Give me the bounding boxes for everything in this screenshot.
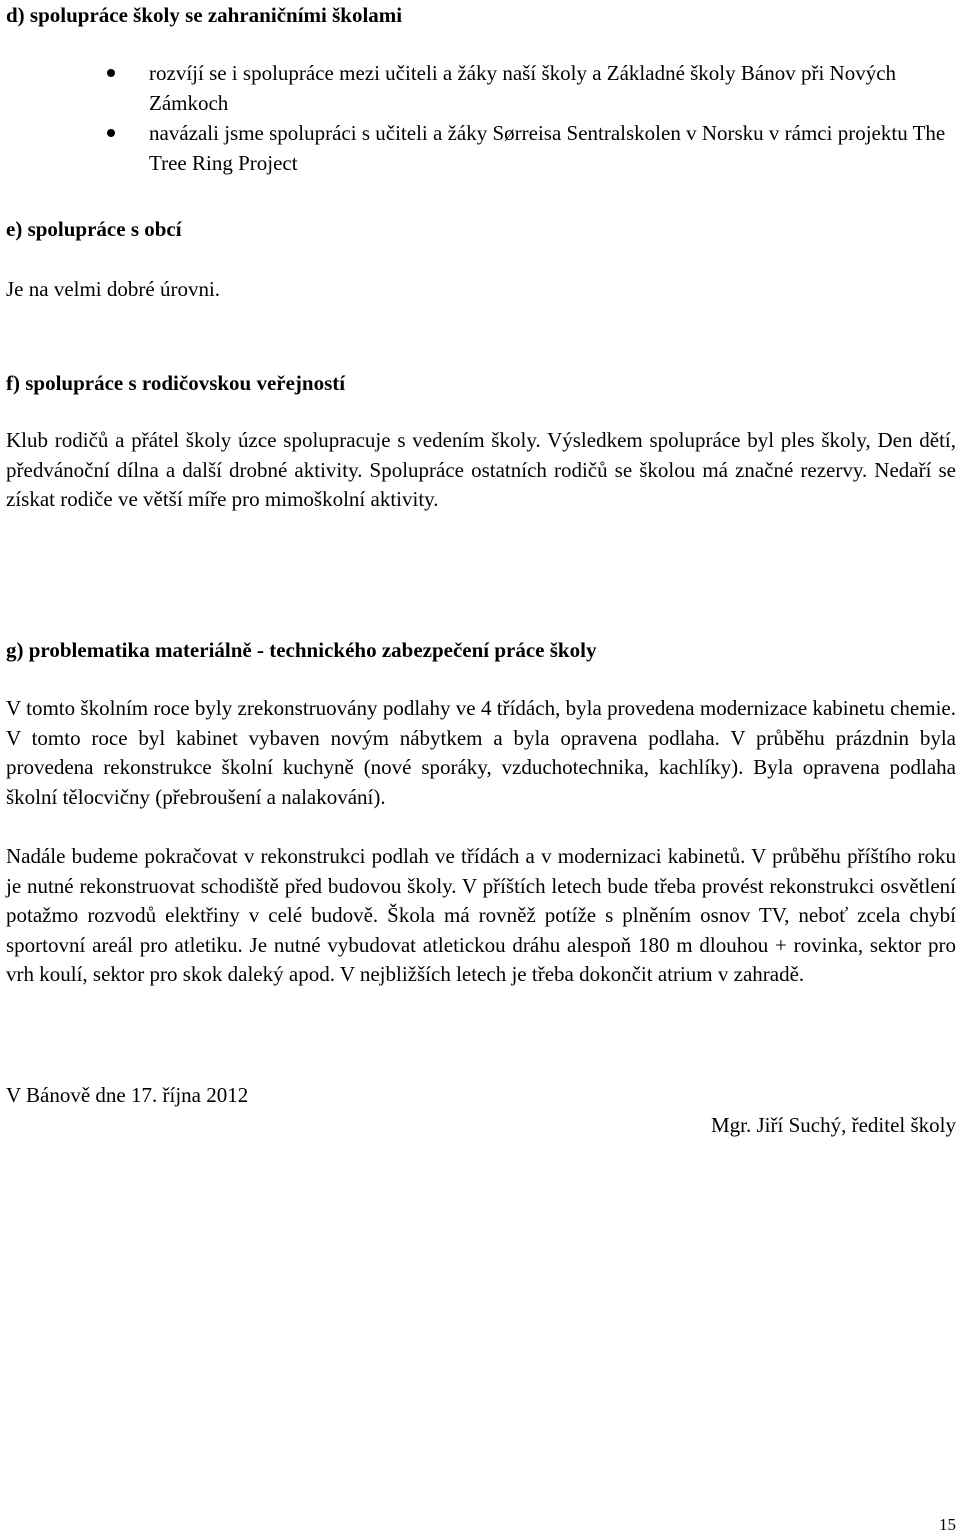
section-d-heading: d) spolupráce školy se zahraničními školami <box>6 3 403 27</box>
date-line: V Bánově dne 17. října 2012 <box>6 1083 249 1107</box>
section-g-paragraph-1: V tomto školním roce byly zrekonstruovány podlahy ve 4 třídách, byla provedena modernizace kabinetu chemie. V tomto roce byl kabinet vybaven novým nábytkem a byla opravena podlaha. V průběhu prázdnin byla provedena rekonstrukce školní kuchyně (nové sporáky, vzduchotechnika, kachlíky). Byla opravena podlaha školní tělocvičny (přebroušení a nalakování). <box>6 696 956 809</box>
list-item <box>107 118 959 178</box>
section-g-heading: g) problematika materiálně - technického zabezpečení práce školy <box>6 638 597 662</box>
bullet-text: rozvíjí se i spolupráce mezi učiteli a žáky naší školy a Základné školy Bánov při Nových Zámkoch <box>149 61 897 115</box>
bullet-text: navázali jsme spolupráci s učiteli a žáky Sørreisa Sentralskolen v Norsku v rámci projektu The Tree Ring Project <box>149 121 946 175</box>
section-f-text: Klub rodičů a přátel školy úzce spolupracuje s vedením školy. Výsledkem spolupráce byl ples školy, Den dětí, předvánoční dílna a další drobné aktivity. Spolupráce ostatních rodičů se školou má značné rezervy. Nedaří se získat rodiče ve větší míře pro mimoškolní aktivity. <box>6 428 956 511</box>
list-item <box>107 58 959 118</box>
section-g-paragraph-2: Nadále budeme pokračovat v rekonstrukci podlah ve třídách a v modernizaci kabinetů. V průběhu příštího roku je nutné rekonstruovat schodiště před budovou školy. V příštích letech bude třeba provést rekonstrukci osvětlení potažmo rozvodů elektřiny v celé budově. Škola má rovněž potíže s plněním osnov TV, neboť zcela chybí sportovní areál pro atletiku. Je nutné vybudovat atletickou dráhu alespoň 180 m dlouhou + rovinka, sektor pro vrh koulí, sektor pro skok daleký apod. V nejbližších letech je třeba dokončit atrium v zahradě. <box>6 844 956 986</box>
section-e-heading: e) spolupráce s obcí <box>6 217 182 241</box>
signature: Mgr. Jiří Suchý, ředitel školy <box>711 1113 956 1137</box>
page-number: 15 <box>939 1515 956 1534</box>
section-e-text: Je na velmi dobré úrovni. <box>6 277 221 301</box>
section-f-heading: f) spolupráce s rodičovskou veřejností <box>6 371 346 395</box>
section-d-bullet-list <box>107 58 959 178</box>
bullet-icon <box>107 69 115 77</box>
bullet-icon <box>107 129 115 137</box>
